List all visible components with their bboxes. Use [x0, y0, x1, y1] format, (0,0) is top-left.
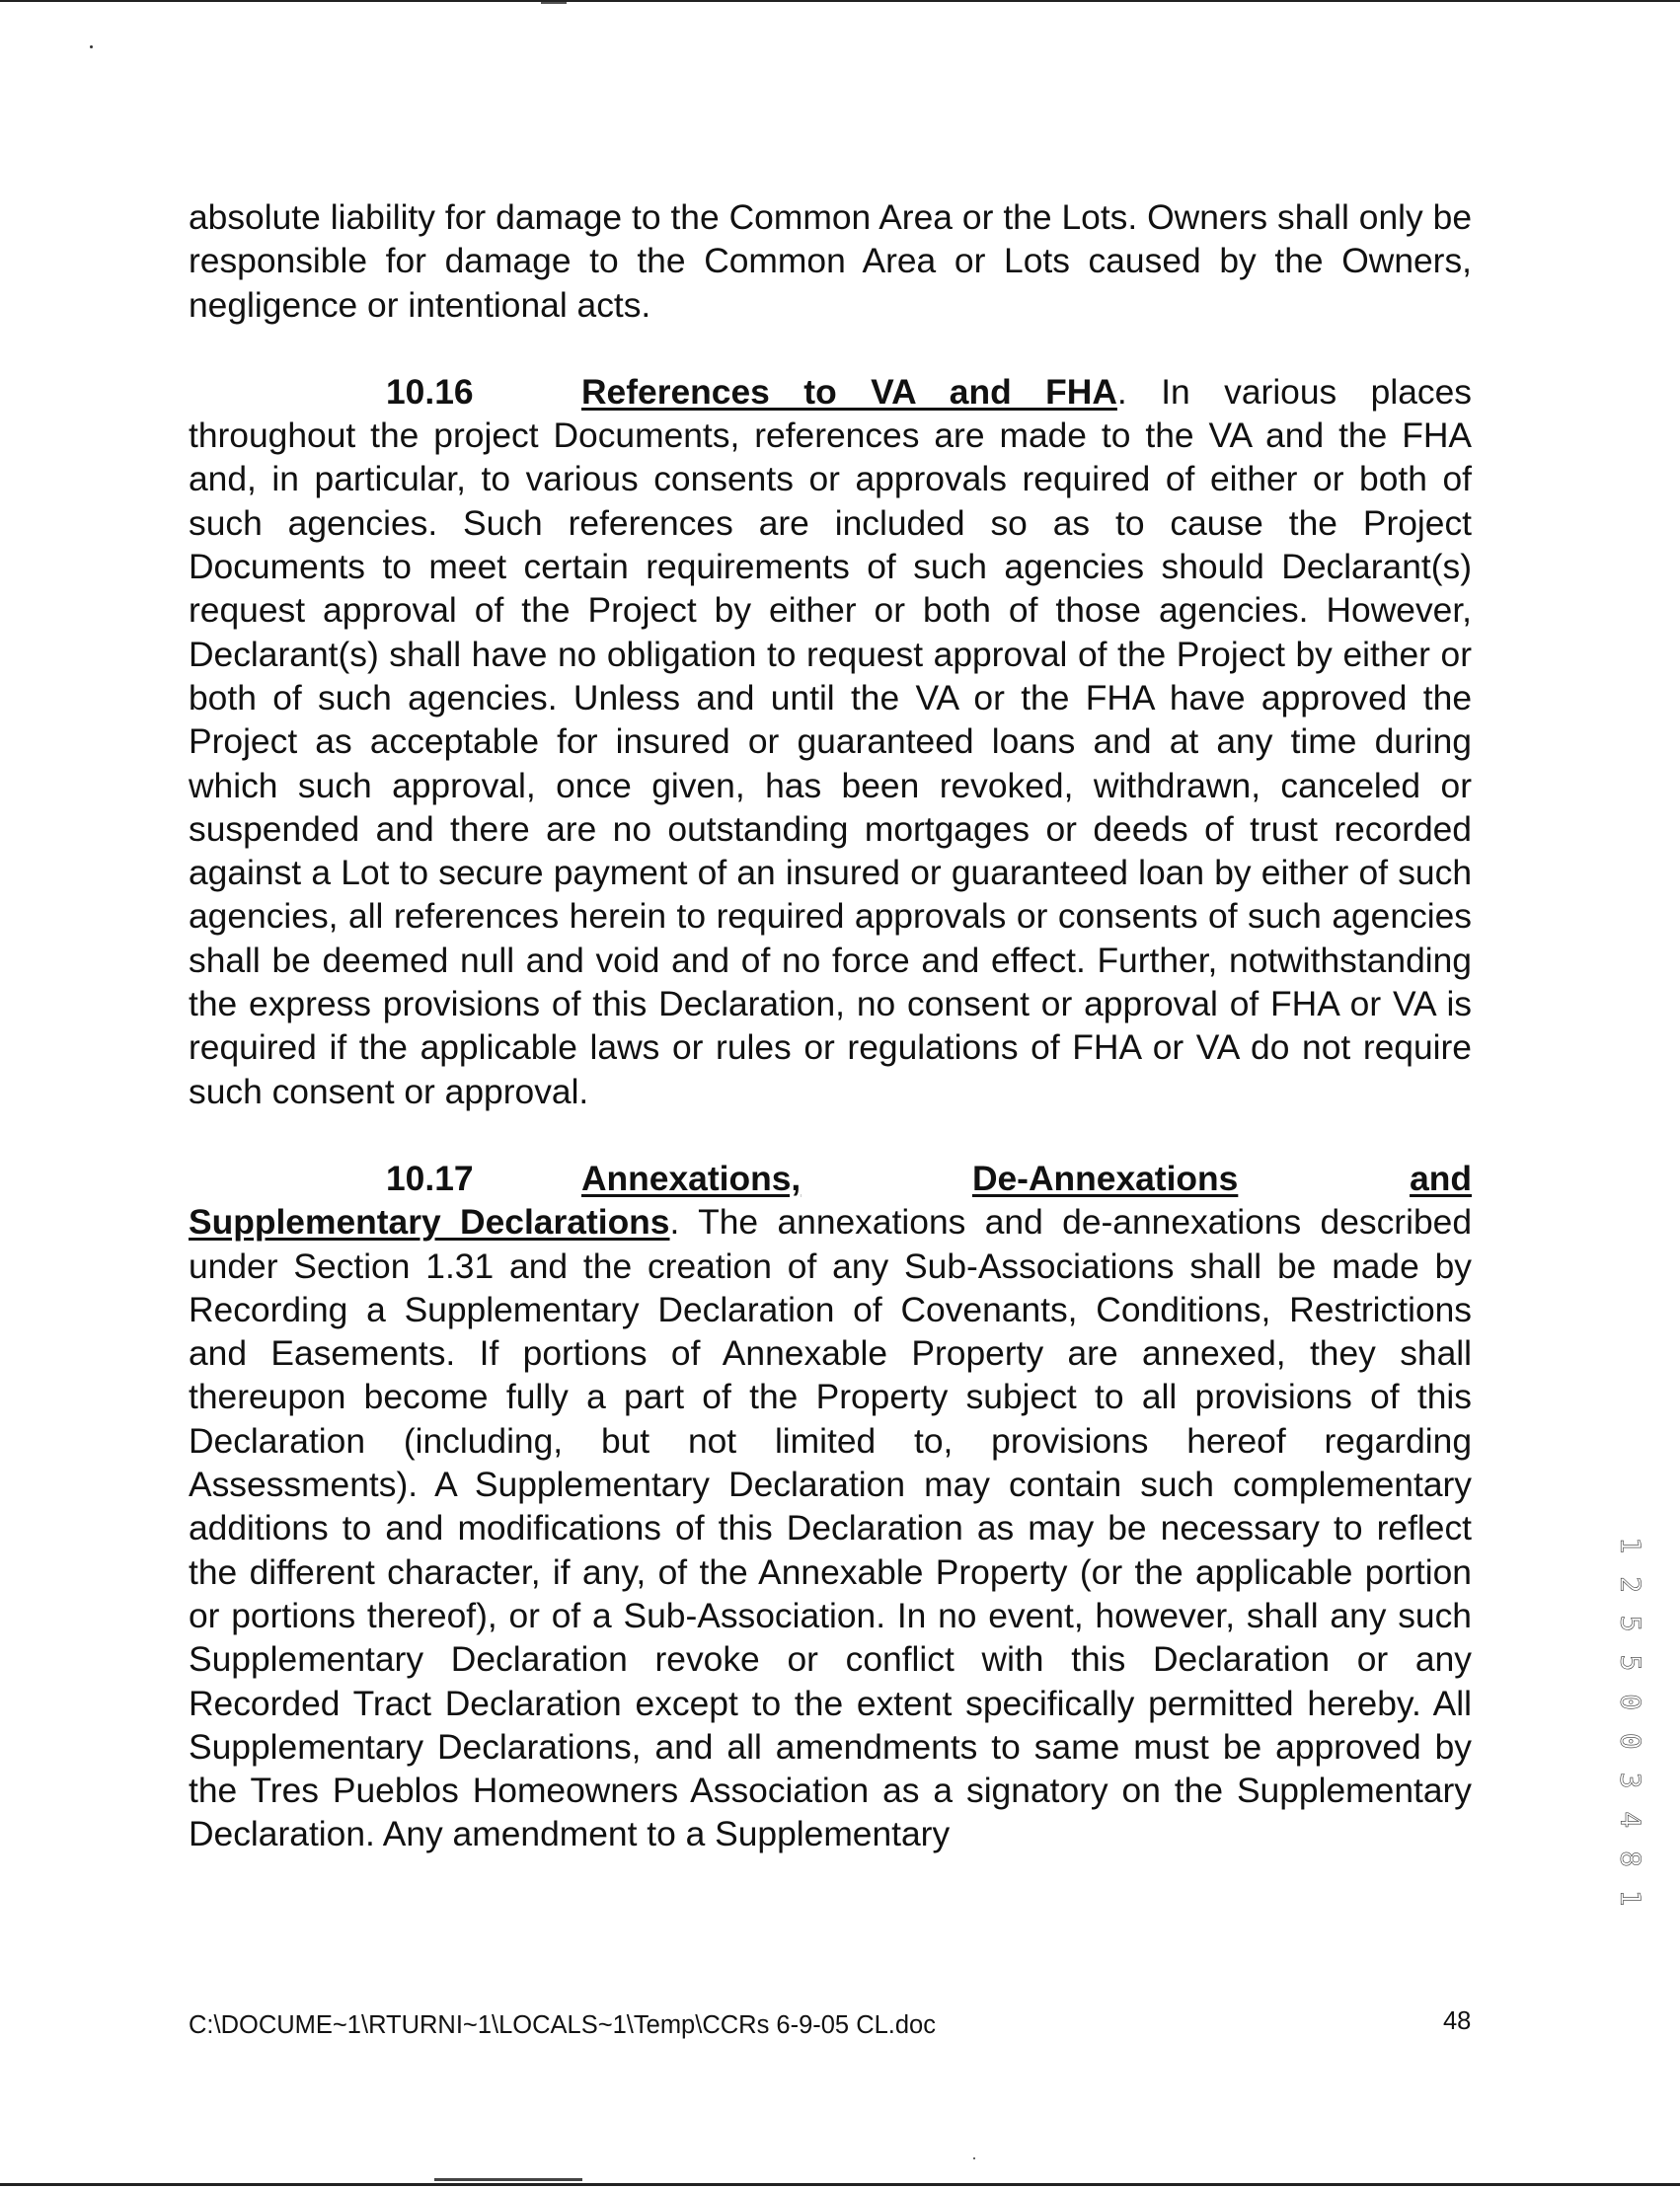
section-10-17-title-word-3: and [1410, 1158, 1472, 1198]
section-10-16 [189, 370, 1472, 1113]
margin-recording-stamp [1613, 1537, 1648, 1910]
footer-page-number: 48 [1443, 2007, 1472, 2035]
section-10-16-body: . In various places throughout the project Documents, references are made to the VA and the FHA and, in particular, to various consents or approvals required of either or both of such agencies. Such references are included so as to cause the Project Documents to meet certain requirements of such agencies should Declarant(s) request approval of the Project by either or both of those agencies. However, Declarant(s) shall have no obligation to request approval of the Project by either or both of such agencies. Unless and until the VA or the FHA have approved the Project as acceptable for insured or guaranteed loans and at any time during which such approval, once given, has been revoked, withdrawn, canceled or suspended and there are no outstanding mortgages or deeds of trust recorded against a Lot to secure payment of an insured or guaranteed loan by either of such agencies, all references herein to required approvals or consents of such agencies shall be deemed null and void and of no force and effect. Further, notwithstanding the express provisions of this Declaration, no consent or approval of FHA or VA is required if the applicable laws or rules or regulations of FHA or VA do not require such consent or approval. [189, 371, 1472, 1111]
section-10-16-number: 10.16 [386, 371, 474, 412]
section-10-17-number: 10.17 [386, 1158, 474, 1198]
section-10-17-title-line-2: Supplementary Declarations [189, 1202, 670, 1243]
margin-recording-stamp-text: 1 2 5 5 0 0 3 4 8 1 [1615, 1537, 1648, 1910]
section-10-17-title-word-2: De-Annexations [971, 1158, 1239, 1198]
footer-file-path: C:\DOCUME~1\RTURNI~1\LOCALS~1\Temp\CCRs 6-9-05 CL.doc [189, 2011, 936, 2039]
section-10-17-title-line-1 [581, 1157, 1472, 1200]
section-10-17 [189, 1157, 1472, 1856]
section-10-17-body: . The annexations and de-annexations described under Section 1.31 and the creation of any Sub-Associations shall be made by Recording a Supplementary Declaration of Covenants, Conditions, Restrictions and Easements. If portions of Annexable Property are annexed, they shall thereupon become fully a part of the Property subject to all provisions of this Declaration (including, but not limited to, provisions hereof regarding Assessments). A Supplementary Declaration may contain such complementary additions to and modifications of this Declaration as may be necessary to reflect the different character, if any, of the Annexable Property (or the applicable portion or portions thereof), or of a Sub-Association. In no event, however, shall any such Supplementary Declaration revoke or conflict with this Declaration or any Recorded Tract Declaration except to the extent specifically permitted hereby. All Supplementary Declarations, and all amendments to same must be approved by the Tres Pueblos Homeowners Association as a signatory on the Supplementary Declaration. Any amendment to a Supplementary [189, 1202, 1473, 1854]
scan-speck [973, 2157, 975, 2159]
section-10-17-title-word-1: Annexations, [581, 1158, 802, 1198]
opening-paragraph-text: absolute liability for damage to the Common Area or the Lots. Owners shall only be responsible for damage to the Common Area or Lots caused by the Owners, negligence or intentional acts. [189, 197, 1472, 325]
scan-edge-top [0, 0, 1680, 2]
scan-speck [90, 45, 93, 48]
scan-edge-bottom [0, 2183, 1680, 2186]
document-body [189, 195, 1472, 1856]
section-10-17-heading [189, 1157, 1472, 1200]
section-10-17-paragraph [189, 1200, 1472, 1855]
scan-artifact-top [541, 2, 567, 4]
opening-paragraph [189, 195, 1472, 327]
scan-artifact-bottom [434, 2178, 582, 2181]
section-10-16-title: References to VA and FHA [581, 371, 1117, 412]
